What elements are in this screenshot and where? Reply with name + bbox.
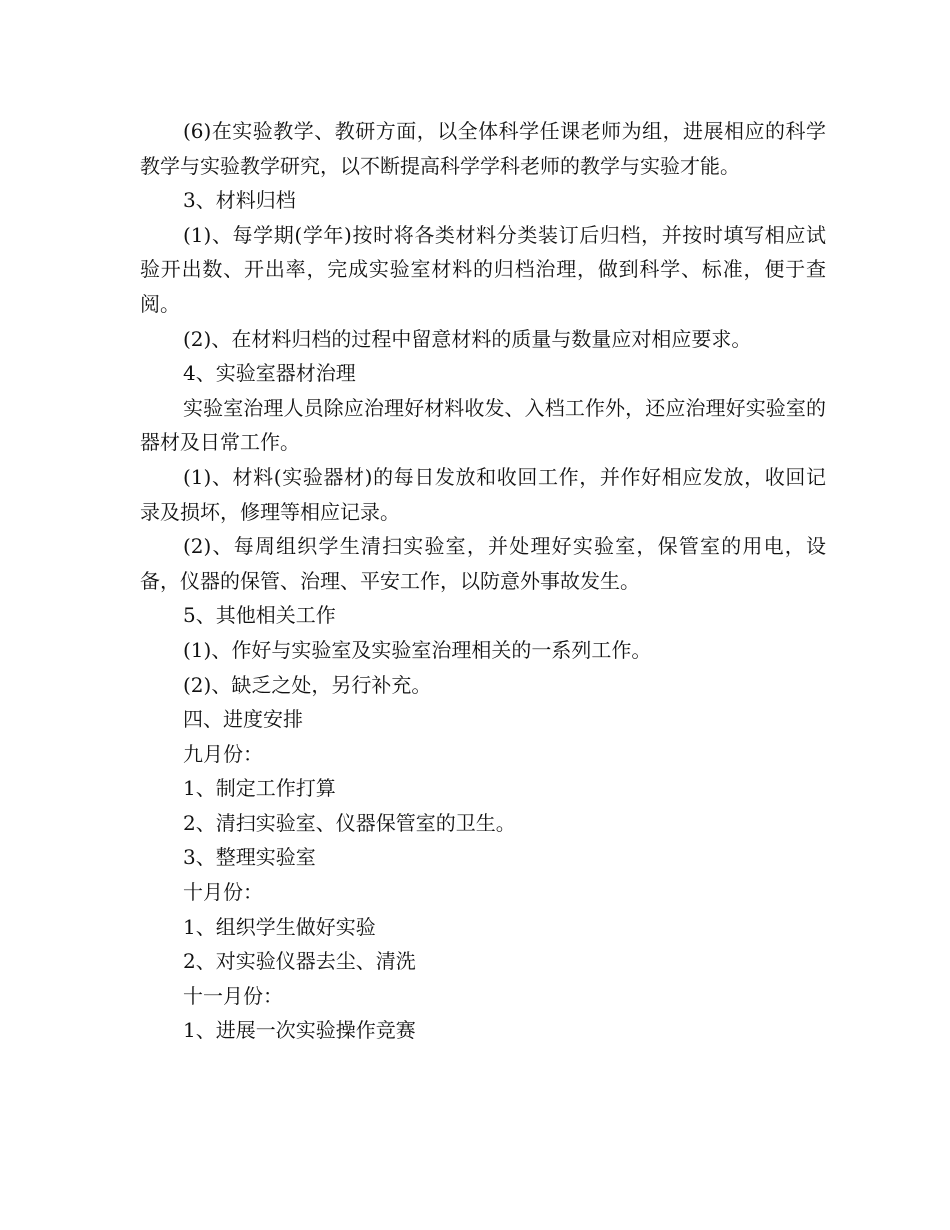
list-item: 1、制定工作打算 <box>183 776 336 801</box>
paragraph-equipment-1: (1)、材料(实验器材)的每日发放和收回工作，并作好相应发放，收回记录及损坏，修理等相应记录。 <box>140 464 826 524</box>
list-item: 1、进展一次实验操作竞赛 <box>183 1018 416 1043</box>
paragraph-equipment-intro: 实验室治理人员除应治理好材料收发、入档工作外，还应治理好实验室的器材及日常工作。 <box>140 395 826 455</box>
list-item: 2、对实验仪器去尘、清洗 <box>183 949 416 974</box>
list-item: 3、整理实验室 <box>183 845 316 870</box>
month-september: 九月份： <box>183 741 263 766</box>
month-october: 十月份： <box>183 880 263 905</box>
list-item: 1、组织学生做好实验 <box>183 914 376 939</box>
document-body <box>140 114 826 1048</box>
list-item: 2、清扫实验室、仪器保管室的卫生。 <box>183 810 516 835</box>
month-november: 十一月份： <box>183 983 283 1008</box>
paragraph-equipment-2: (2)、每周组织学生清扫实验室，并处理好实验室，保管室的用电，设备，仪器的保管、治理、平安工作，以防意外事故发生。 <box>140 534 826 593</box>
paragraph-other-2: (2)、缺乏之处，另行补充。 <box>183 672 432 697</box>
heading-material-archiving: 3、材料归档 <box>183 188 296 213</box>
heading-other-work: 5、其他相关工作 <box>183 603 336 628</box>
heading-equipment-management: 4、实验室器材治理 <box>183 361 356 386</box>
paragraph-6-teaching-research: (6)在实验教学、教研方面，以全体科学任课老师为组，进展相应的科学教学与实验教学研究，以不断提高科学学科老师的教学与实验才能。 <box>140 119 826 178</box>
paragraph-other-1: (1)、作好与实验室及实验室治理相关的一系列工作。 <box>183 637 652 662</box>
paragraph-archiving-2: (2)、在材料归档的过程中留意材料的质量与数量应对相应要求。 <box>183 326 752 351</box>
heading-schedule: 四、进度安排 <box>183 707 303 732</box>
paragraph-archiving-1: (1)、每学期(学年)按时将各类材料分类装订后归档，并按时填写相应试验开出数、开出率，完成实验室材料的归档治理，做到科学、标准，便于查阅。 <box>140 222 826 316</box>
